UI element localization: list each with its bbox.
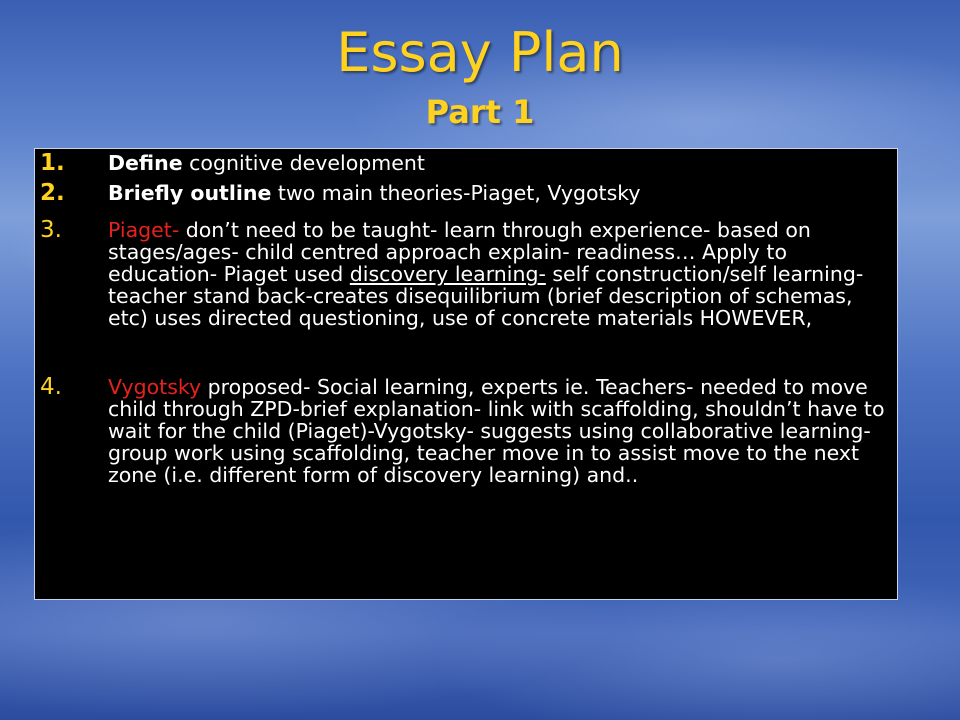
item-text xyxy=(108,152,894,174)
item-body: two main theories-Piaget, Vygotsky xyxy=(271,181,641,205)
item-text xyxy=(108,219,894,329)
item-body: cognitive development xyxy=(182,151,425,175)
item-number: 1. xyxy=(40,150,65,176)
vygotsky-keyword: Vygotsky xyxy=(108,375,202,399)
item-text xyxy=(108,376,894,486)
item-body: don’t need to be taught- learn through experience- based on stages/ages- child centred approach explain- readiness… Apply to education- Piaget used xyxy=(108,218,811,286)
essay-plan-box xyxy=(34,148,898,600)
item-number: 4. xyxy=(40,374,62,400)
slide-title: Essay Plan xyxy=(336,21,624,84)
item-number: 3. xyxy=(40,217,62,243)
item-body: proposed- Social learning, experts ie. Teachers- needed to move child through ZPD-brief explanation- link with scaffolding, shouldn’t have to wait for the child (Piaget)-Vygotsky- suggests using collaborative learning- group work using scaffolding, teacher move in to assist move to the next zone (i.e. different form of discovery learning) and.. xyxy=(108,375,885,487)
piaget-keyword: Piaget- xyxy=(108,218,180,242)
slide-subtitle: Part 1 xyxy=(425,93,535,131)
item-text xyxy=(108,182,894,204)
discovery-learning-term: discovery learning- xyxy=(349,262,546,286)
item-keyword: Briefly outline xyxy=(108,181,272,205)
item-body-continued: self construction/self learning-teacher stand back-creates disequilibrium (brief description of schemas, etc) uses directed questioning, use of concrete materials HOWEVER, xyxy=(108,262,864,330)
item-keyword: Define xyxy=(108,151,183,175)
item-number: 2. xyxy=(40,180,65,206)
